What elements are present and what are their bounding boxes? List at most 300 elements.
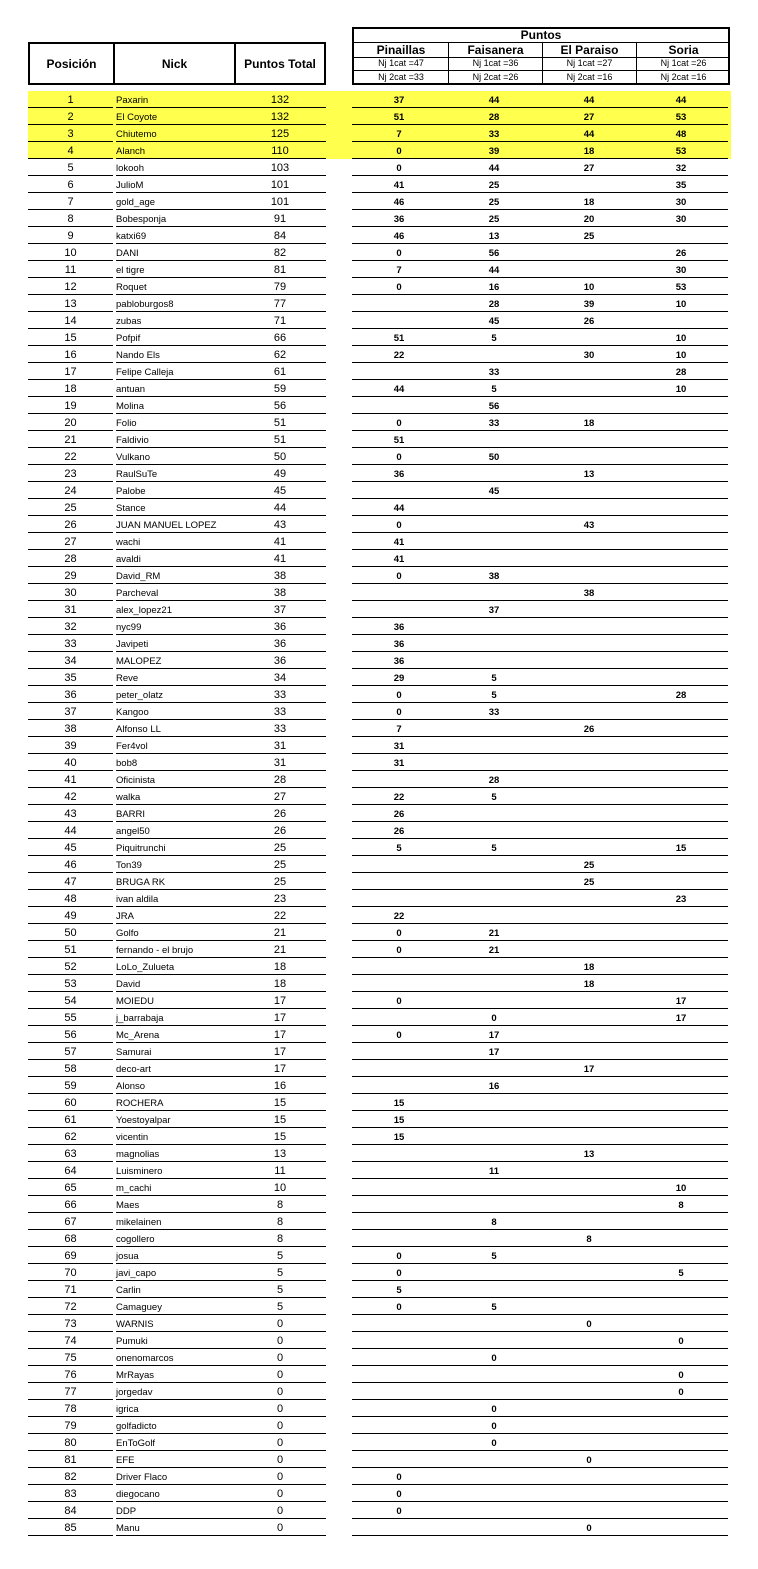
total-cell: 50 — [273, 451, 287, 463]
pinaillas-points-cell: 0 — [396, 1030, 402, 1041]
total-cell: 0 — [276, 1369, 284, 1381]
table-row — [28, 1060, 731, 1077]
faisanera-points-cell: 44 — [488, 163, 500, 174]
faisanera-points-cell: 8 — [491, 1217, 497, 1228]
total-cell: 31 — [273, 757, 287, 769]
nick-cell: Parcheval — [116, 588, 159, 599]
table-row — [28, 737, 731, 754]
faisanera-points-cell: 21 — [488, 928, 500, 939]
el-paraiso-points-cell — [542, 788, 636, 805]
faisanera-points-cell: 44 — [488, 265, 500, 276]
position-cell: 7 — [67, 196, 74, 208]
nick-cell: jorgedav — [116, 1387, 153, 1398]
soria-points-cell — [634, 652, 728, 669]
position-cell: 56 — [64, 1029, 77, 1041]
soria-points-cell — [634, 907, 728, 924]
pinaillas-points-cell: 0 — [396, 1251, 402, 1262]
total-cell: 5 — [276, 1284, 284, 1296]
faisanera-points-cell — [447, 720, 541, 737]
soria-points-cell — [634, 1060, 728, 1077]
table-row — [28, 278, 731, 295]
soria-points-cell — [634, 584, 728, 601]
total-cell: 0 — [276, 1505, 284, 1517]
faisanera-points-cell — [447, 1468, 541, 1485]
faisanera-points-cell: 33 — [488, 129, 500, 140]
soria-points-cell — [634, 601, 728, 618]
position-cell: 21 — [64, 434, 77, 446]
nick-cell: JUAN MANUEL LOPEZ — [116, 520, 217, 531]
position-cell: 27 — [64, 536, 77, 548]
faisanera-points-cell: 5 — [491, 690, 497, 701]
nick-cell: Roquet — [116, 282, 147, 293]
position-cell: 80 — [64, 1437, 77, 1449]
faisanera-points-cell: 11 — [488, 1166, 500, 1177]
pinaillas-points-cell — [352, 1162, 446, 1179]
pinaillas-points-cell: 31 — [393, 741, 405, 752]
el-paraiso-points-cell: 39 — [583, 299, 595, 310]
nick-cell: Pumuki — [116, 1336, 148, 1347]
table-row — [28, 907, 731, 924]
table-row — [28, 720, 731, 737]
faisanera-points-cell — [447, 975, 541, 992]
table-row — [28, 1230, 731, 1247]
position-cell: 79 — [64, 1420, 77, 1432]
soria-points-cell — [634, 856, 728, 873]
position-cell: 41 — [64, 774, 77, 786]
total-cell: 8 — [276, 1199, 284, 1211]
pinaillas-points-cell — [352, 295, 446, 312]
pinaillas-points-cell — [352, 601, 446, 618]
soria-points-cell: 8 — [678, 1200, 684, 1211]
total-cell: 18 — [273, 961, 287, 973]
soria-points-cell — [634, 975, 728, 992]
position-cell: 85 — [64, 1522, 77, 1534]
el-paraiso-points-cell — [542, 567, 636, 584]
total-cell: 0 — [276, 1522, 284, 1534]
el-paraiso-points-cell — [542, 1383, 636, 1400]
table-row — [28, 1400, 731, 1417]
nick-cell: Golfo — [116, 928, 139, 939]
faisanera-points-cell: 39 — [488, 146, 500, 157]
row-divider — [28, 1535, 113, 1536]
course-nj1: Nj 1cat =36 — [449, 57, 542, 71]
position-cell: 6 — [67, 179, 74, 191]
nick-cell: zubas — [116, 316, 142, 327]
el-paraiso-points-cell — [542, 703, 636, 720]
position-cell: 15 — [64, 332, 77, 344]
total-cell: 132 — [270, 111, 290, 123]
position-cell: 33 — [64, 638, 77, 650]
faisanera-points-cell — [447, 346, 541, 363]
pinaillas-points-cell — [352, 1315, 446, 1332]
table-row — [28, 788, 731, 805]
nick-cell: Mc_Arena — [116, 1030, 160, 1041]
faisanera-points-cell — [447, 431, 541, 448]
faisanera-points-cell — [447, 805, 541, 822]
total-cell: 44 — [273, 502, 287, 514]
el-paraiso-points-cell — [542, 1196, 636, 1213]
nick-cell: MOIEDU — [116, 996, 154, 1007]
position-cell: 84 — [64, 1505, 77, 1517]
table-row — [28, 1434, 731, 1451]
total-cell: 36 — [273, 638, 287, 650]
el-paraiso-points-cell: 0 — [586, 1455, 592, 1466]
course-faisanera — [448, 43, 542, 83]
table-row — [28, 584, 731, 601]
pinaillas-points-cell — [352, 890, 446, 907]
total-cell: 21 — [273, 944, 287, 956]
pinaillas-points-cell: 0 — [396, 928, 402, 939]
table-row — [28, 1451, 731, 1468]
nick-cell: Palobe — [116, 486, 146, 497]
total-cell: 91 — [273, 213, 287, 225]
faisanera-points-cell: 5 — [491, 1251, 497, 1262]
faisanera-points-cell — [447, 1230, 541, 1247]
pinaillas-points-cell: 5 — [396, 843, 402, 854]
position-cell: 68 — [64, 1233, 77, 1245]
nick-cell: m_cachi — [116, 1183, 152, 1194]
pinaillas-points-cell: 22 — [393, 792, 405, 803]
soria-points-cell — [634, 1400, 728, 1417]
nick-cell: j_barrabaja — [116, 1013, 164, 1024]
header-puntos-title: Puntos — [354, 29, 728, 43]
faisanera-points-cell — [447, 992, 541, 1009]
el-paraiso-points-cell — [542, 499, 636, 516]
soria-points-cell — [634, 1485, 728, 1502]
course-name: Soria — [637, 43, 730, 58]
faisanera-points-cell: 21 — [488, 945, 500, 956]
el-paraiso-points-cell — [542, 941, 636, 958]
position-cell: 43 — [64, 808, 77, 820]
position-cell: 17 — [64, 366, 77, 378]
row-divider — [234, 1535, 326, 1536]
nick-cell: golfadicto — [116, 1421, 157, 1432]
table-row — [28, 431, 731, 448]
soria-points-cell: 35 — [675, 180, 687, 191]
course-name: Pinaillas — [354, 43, 448, 58]
position-cell: 63 — [64, 1148, 77, 1160]
el-paraiso-points-cell — [542, 1077, 636, 1094]
pinaillas-points-cell: 15 — [393, 1115, 405, 1126]
position-cell: 74 — [64, 1335, 77, 1347]
position-cell: 31 — [64, 604, 77, 616]
total-cell: 37 — [273, 604, 287, 616]
pinaillas-points-cell — [352, 975, 446, 992]
table-row — [28, 941, 731, 958]
pinaillas-points-cell: 7 — [396, 724, 402, 735]
total-cell: 27 — [273, 791, 287, 803]
table-row — [28, 295, 731, 312]
soria-points-cell: 32 — [675, 163, 687, 174]
el-paraiso-points-cell: 0 — [586, 1319, 592, 1330]
el-paraiso-points-cell — [542, 550, 636, 567]
total-cell: 79 — [273, 281, 287, 293]
pinaillas-points-cell: 5 — [396, 1285, 402, 1296]
header-puntos-total — [234, 42, 326, 85]
nick-cell: JulioM — [116, 180, 144, 191]
pinaillas-points-cell: 0 — [396, 452, 402, 463]
position-cell: 23 — [64, 468, 77, 480]
table-row — [28, 924, 731, 941]
el-paraiso-points-cell — [542, 380, 636, 397]
pinaillas-points-cell — [352, 1332, 446, 1349]
pinaillas-points-cell: 36 — [393, 656, 405, 667]
position-cell: 40 — [64, 757, 77, 769]
position-cell: 47 — [64, 876, 77, 888]
nick-cell: Molina — [116, 401, 144, 412]
position-cell: 24 — [64, 485, 77, 497]
total-cell: 17 — [273, 1063, 287, 1075]
faisanera-points-cell: 17 — [488, 1030, 500, 1041]
nick-cell: El Coyote — [116, 112, 158, 123]
soria-points-cell — [634, 1298, 728, 1315]
position-cell: 77 — [64, 1386, 77, 1398]
pinaillas-points-cell: 26 — [393, 809, 405, 820]
faisanera-points-cell: 33 — [488, 707, 500, 718]
pinaillas-points-cell: 0 — [396, 248, 402, 259]
soria-points-cell: 0 — [678, 1387, 684, 1398]
faisanera-points-cell — [447, 754, 541, 771]
table-row — [28, 1519, 731, 1536]
nick-cell: Alfonso LL — [116, 724, 161, 735]
total-cell: 21 — [273, 927, 287, 939]
pinaillas-points-cell — [352, 873, 446, 890]
table-row — [28, 1179, 731, 1196]
el-paraiso-points-cell — [542, 1009, 636, 1026]
faisanera-points-cell — [447, 1519, 541, 1536]
total-cell: 5 — [276, 1267, 284, 1279]
table-row — [28, 839, 731, 856]
el-paraiso-points-cell — [542, 992, 636, 1009]
pinaillas-points-cell: 0 — [396, 1472, 402, 1483]
el-paraiso-points-cell: 13 — [583, 469, 595, 480]
total-cell: 0 — [276, 1386, 284, 1398]
total-cell: 8 — [276, 1216, 284, 1228]
el-paraiso-points-cell: 10 — [583, 282, 595, 293]
el-paraiso-points-cell — [542, 1485, 636, 1502]
soria-points-cell — [634, 737, 728, 754]
faisanera-points-cell — [447, 1502, 541, 1519]
nick-cell: Pofpif — [116, 333, 141, 344]
faisanera-points-cell: 0 — [491, 1404, 497, 1415]
pinaillas-points-cell: 0 — [396, 282, 402, 293]
pinaillas-points-cell: 22 — [393, 911, 405, 922]
soria-points-cell: 28 — [675, 367, 687, 378]
table-row — [28, 669, 731, 686]
position-cell: 71 — [64, 1284, 77, 1296]
el-paraiso-points-cell — [542, 431, 636, 448]
faisanera-points-cell — [447, 1094, 541, 1111]
faisanera-points-cell — [447, 873, 541, 890]
el-paraiso-points-cell — [542, 1468, 636, 1485]
table-row — [28, 1128, 731, 1145]
course-nj2: Nj 2cat =16 — [566, 72, 613, 82]
el-paraiso-points-cell: 26 — [583, 724, 595, 735]
pinaillas-points-cell: 29 — [393, 673, 405, 684]
header-puntos-total-label: Puntos Total — [244, 56, 316, 71]
el-paraiso-points-cell — [542, 754, 636, 771]
soria-points-cell — [634, 1162, 728, 1179]
nick-cell: Samurai — [116, 1047, 152, 1058]
position-cell: 81 — [64, 1454, 77, 1466]
pinaillas-points-cell — [352, 312, 446, 329]
pinaillas-points-cell: 46 — [393, 197, 405, 208]
nick-cell: Manu — [116, 1523, 140, 1534]
faisanera-points-cell: 5 — [491, 333, 497, 344]
soria-points-cell — [634, 1468, 728, 1485]
nick-cell: josua — [116, 1251, 139, 1262]
total-cell: 26 — [273, 825, 287, 837]
table-row — [28, 1077, 731, 1094]
faisanera-points-cell — [447, 1383, 541, 1400]
el-paraiso-points-cell — [542, 1247, 636, 1264]
total-cell: 34 — [273, 672, 287, 684]
el-paraiso-points-cell — [542, 737, 636, 754]
faisanera-points-cell: 56 — [488, 401, 500, 412]
table-row — [28, 1417, 731, 1434]
faisanera-points-cell: 33 — [488, 367, 500, 378]
faisanera-points-cell — [447, 584, 541, 601]
el-paraiso-points-cell — [542, 244, 636, 261]
soria-points-cell — [634, 227, 728, 244]
faisanera-points-cell: 5 — [491, 384, 497, 395]
faisanera-points-cell: 13 — [488, 231, 500, 242]
total-cell: 62 — [273, 349, 287, 361]
course-el-paraiso — [542, 43, 636, 83]
faisanera-points-cell — [447, 856, 541, 873]
el-paraiso-points-cell — [542, 601, 636, 618]
soria-points-cell: 0 — [678, 1370, 684, 1381]
total-cell: 132 — [270, 94, 290, 106]
pinaillas-points-cell: 0 — [396, 690, 402, 701]
total-cell: 25 — [273, 859, 287, 871]
position-cell: 25 — [64, 502, 77, 514]
soria-points-cell — [634, 1451, 728, 1468]
nick-cell: David_RM — [116, 571, 161, 582]
el-paraiso-points-cell: 18 — [583, 979, 595, 990]
table-row — [28, 686, 731, 703]
table-row — [28, 1162, 731, 1179]
el-paraiso-points-cell: 18 — [583, 197, 595, 208]
header-posicion-label: Posición — [46, 56, 97, 71]
faisanera-points-cell: 0 — [491, 1353, 497, 1364]
position-cell: 39 — [64, 740, 77, 752]
el-paraiso-points-cell — [542, 533, 636, 550]
table-row — [28, 703, 731, 720]
faisanera-points-cell — [447, 1179, 541, 1196]
row-divider — [116, 1535, 234, 1536]
el-paraiso-points-cell — [542, 1213, 636, 1230]
el-paraiso-points-cell — [542, 1179, 636, 1196]
nick-cell: Vulkano — [116, 452, 150, 463]
soria-points-cell — [634, 312, 728, 329]
total-cell: 66 — [273, 332, 287, 344]
position-cell: 30 — [64, 587, 77, 599]
el-paraiso-points-cell — [542, 1128, 636, 1145]
table-row — [28, 601, 731, 618]
position-cell: 82 — [64, 1471, 77, 1483]
pinaillas-points-cell: 0 — [396, 146, 402, 157]
nick-cell: Maes — [116, 1200, 140, 1211]
nick-cell: walka — [116, 792, 141, 803]
nick-cell: fernando - el brujo — [116, 945, 194, 956]
total-cell: 36 — [273, 655, 287, 667]
el-paraiso-points-cell: 17 — [583, 1064, 595, 1075]
table-row — [28, 1043, 731, 1060]
total-cell: 77 — [273, 298, 287, 310]
nick-cell: Alanch — [116, 146, 146, 157]
table-row — [28, 1026, 731, 1043]
total-cell: 41 — [273, 553, 287, 565]
course-pinaillas — [354, 43, 448, 83]
el-paraiso-points-cell: 18 — [583, 418, 595, 429]
header-puntos-group — [352, 27, 730, 85]
total-cell: 110 — [271, 145, 289, 157]
table-row — [28, 1247, 731, 1264]
nick-cell: LoLo_Zulueta — [116, 962, 175, 973]
faisanera-points-cell — [447, 1281, 541, 1298]
el-paraiso-points-cell: 25 — [583, 860, 595, 871]
total-cell: 71 — [273, 315, 287, 327]
total-cell: 81 — [273, 264, 287, 276]
total-cell: 51 — [273, 417, 287, 429]
total-cell: 0 — [276, 1454, 284, 1466]
soria-points-cell — [634, 499, 728, 516]
table-row — [28, 159, 731, 176]
el-paraiso-points-cell: 27 — [583, 112, 595, 123]
pinaillas-points-cell: 31 — [393, 758, 405, 769]
el-paraiso-points-cell — [542, 1400, 636, 1417]
soria-points-cell — [634, 822, 728, 839]
course-name: El Paraiso — [543, 43, 636, 58]
pinaillas-points-cell: 0 — [396, 163, 402, 174]
el-paraiso-points-cell: 18 — [583, 962, 595, 973]
soria-points-cell: 53 — [675, 146, 687, 157]
position-cell: 67 — [64, 1216, 77, 1228]
el-paraiso-points-cell — [542, 1111, 636, 1128]
nick-cell: Camaguey — [116, 1302, 162, 1313]
position-cell: 59 — [64, 1080, 77, 1092]
position-cell: 78 — [64, 1403, 77, 1415]
nick-cell: Reve — [116, 673, 139, 684]
el-paraiso-points-cell — [542, 1434, 636, 1451]
pinaillas-points-cell — [352, 363, 446, 380]
table-row — [28, 771, 731, 788]
el-paraiso-points-cell — [542, 363, 636, 380]
soria-points-cell: 15 — [675, 843, 687, 854]
total-cell: 17 — [273, 995, 287, 1007]
table-row — [28, 414, 731, 431]
pinaillas-points-cell: 7 — [396, 265, 402, 276]
pinaillas-points-cell: 0 — [396, 520, 402, 531]
table-row — [28, 1468, 731, 1485]
table-row — [28, 142, 731, 159]
faisanera-points-cell — [447, 890, 541, 907]
table-row — [28, 873, 731, 890]
soria-points-cell: 5 — [678, 1268, 684, 1279]
position-cell: 64 — [64, 1165, 77, 1177]
table-row — [28, 1145, 731, 1162]
soria-points-cell — [634, 924, 728, 941]
nick-cell: ROCHERA — [116, 1098, 164, 1109]
faisanera-points-cell: 0 — [491, 1421, 497, 1432]
faisanera-points-cell: 28 — [488, 112, 500, 123]
position-cell: 75 — [64, 1352, 77, 1364]
soria-points-cell — [634, 635, 728, 652]
pinaillas-points-cell — [352, 1213, 446, 1230]
total-cell: 59 — [273, 383, 287, 395]
total-cell: 0 — [276, 1352, 284, 1364]
